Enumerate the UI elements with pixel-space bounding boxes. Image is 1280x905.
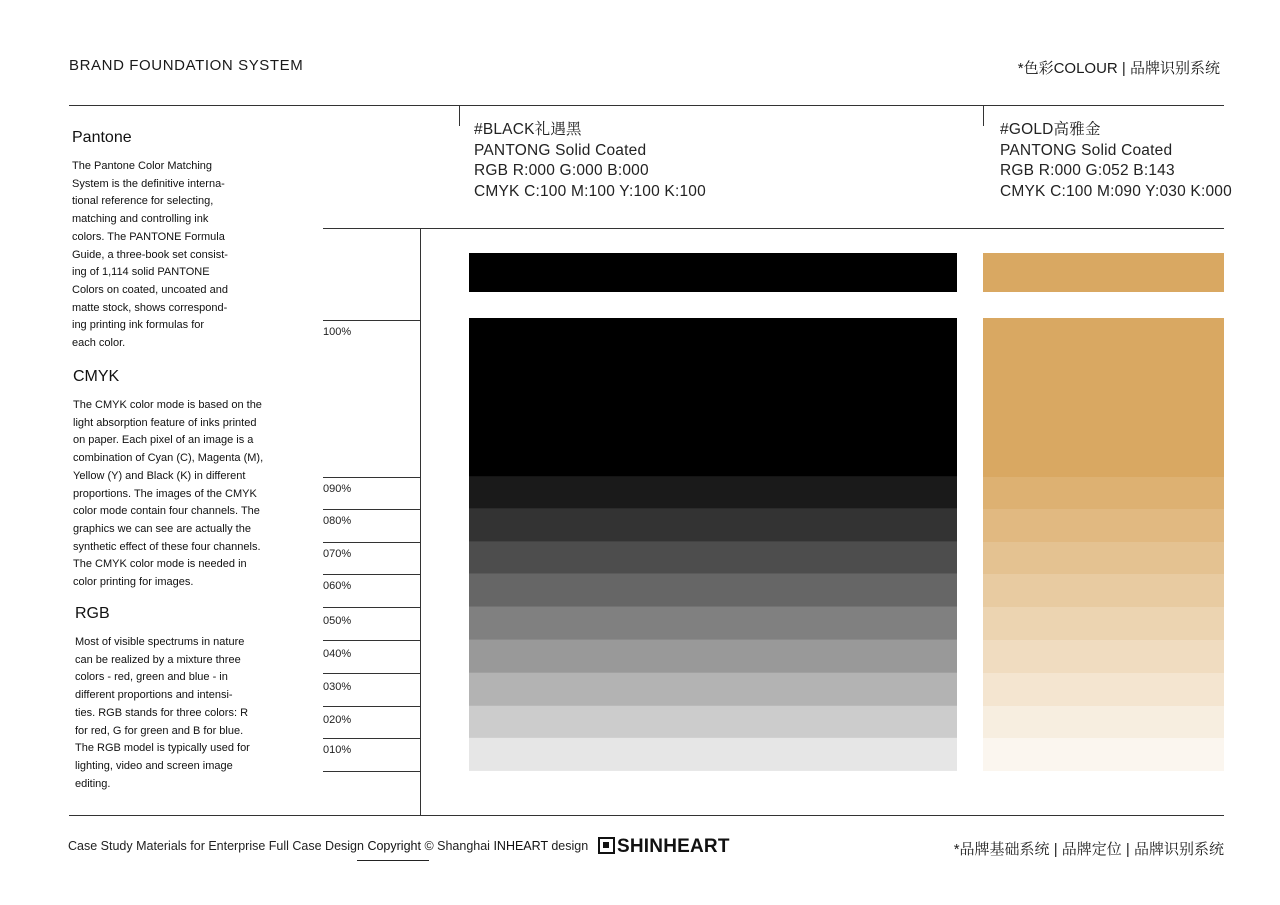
gold-swatch-cmyk: CMYK C:100 M:090 Y:030 K:000 xyxy=(1000,182,1232,200)
rgb-text xyxy=(75,634,275,793)
gold-swatch-name: #GOLD高雅金 xyxy=(1000,121,1101,138)
tint-row-line xyxy=(323,477,420,478)
black-tint-bar xyxy=(469,477,957,509)
tint-row-line xyxy=(323,640,420,641)
tint-label: 020% xyxy=(323,714,352,726)
pantone-line: each color. xyxy=(72,337,126,350)
tint-label: 050% xyxy=(323,615,352,627)
cmyk-line: color mode contain four channels. The xyxy=(73,505,260,518)
footer-credit xyxy=(68,839,588,853)
black-tint-bar xyxy=(469,640,957,673)
pantone-text xyxy=(72,158,272,353)
tint-label: 060% xyxy=(323,580,352,592)
cmyk-text xyxy=(73,397,283,592)
cmyk-line: light absorption feature of inks printed xyxy=(73,416,257,429)
cmyk-line: The CMYK color mode is based on the xyxy=(73,399,262,411)
gold-tint-bar xyxy=(983,640,1224,673)
pantone-heading: Pantone xyxy=(72,129,132,146)
gold-tint-bar xyxy=(983,509,1224,542)
black-tint-bar xyxy=(469,673,957,706)
tint-label: 040% xyxy=(323,648,352,660)
gold-tint-bar xyxy=(983,477,1224,509)
footer-underline xyxy=(357,860,429,861)
gold-info-divider xyxy=(983,105,984,126)
black-tint-bar xyxy=(469,318,957,477)
cmyk-line: color printing for images. xyxy=(73,576,194,589)
cmyk-line: combination of Cyan (C), Magenta (M), xyxy=(73,452,264,465)
pantone-line: tional reference for selecting, xyxy=(72,195,214,208)
cmyk-line: The CMYK color mode is needed in xyxy=(73,558,247,571)
tint-row-line xyxy=(323,509,420,510)
black-solid-bar xyxy=(469,253,957,292)
black-swatch-cmyk: CMYK C:100 M:100 Y:100 K:100 xyxy=(474,182,706,200)
black-swatch-rgb: RGB R:000 G:000 B:000 xyxy=(474,162,649,179)
cmyk-line: Yellow (Y) and Black (K) in different xyxy=(73,469,246,482)
rgb-line: The RGB model is typically used for xyxy=(75,742,250,755)
header-divider xyxy=(69,105,1224,106)
footer-company-suffix: design xyxy=(551,839,589,853)
logo-mark-icon xyxy=(598,837,615,854)
gold-tint-bar xyxy=(983,542,1224,574)
footer-company: INHEART xyxy=(493,839,548,853)
gold-swatch-pantone: PANTONG Solid Coated xyxy=(1000,141,1173,159)
gold-tint-bar xyxy=(983,738,1224,771)
footer-credit-text: Case Study Materials for Enterprise Full Case Design xyxy=(68,839,364,853)
cmyk-line: on paper. Each pixel of an image is a xyxy=(73,434,254,447)
tint-row-line xyxy=(323,738,420,739)
tint-row-line xyxy=(323,771,420,772)
logo-text: SHINHEART xyxy=(617,836,730,857)
pantone-line: System is the definitive interna- xyxy=(72,177,225,190)
gold-solid-bar xyxy=(983,253,1224,292)
tint-label: 010% xyxy=(323,744,352,756)
tint-label: 090% xyxy=(323,483,352,495)
cmyk-line: proportions. The images of the CMYK xyxy=(73,487,257,500)
section-tag: *色彩COLOUR | 品牌识别系统 xyxy=(1017,60,1220,77)
page-title: BRAND FOUNDATION SYSTEM xyxy=(69,57,304,74)
gold-tint-bar xyxy=(983,607,1224,640)
pantone-line: Guide, a three-book set consist- xyxy=(72,248,228,261)
pantone-line: ing printing ink formulas for xyxy=(72,319,205,332)
tint-row-line xyxy=(323,673,420,674)
black-tint-bar xyxy=(469,574,957,607)
rgb-line: colors - red, green and blue - in xyxy=(75,671,228,684)
info-divider xyxy=(323,228,1224,229)
cmyk-heading: CMYK xyxy=(73,368,120,385)
tint-label: 030% xyxy=(323,681,352,693)
footer-copyright-word: Copyright xyxy=(367,839,421,853)
gold-tint-bar xyxy=(983,318,1224,477)
pantone-line: ing of 1,114 solid PANTONE xyxy=(72,266,210,279)
gold-tint-bar xyxy=(983,574,1224,607)
tint-row-line xyxy=(323,574,420,575)
gold-tint-bar xyxy=(983,673,1224,706)
pantone-line: The Pantone Color Matching xyxy=(72,160,213,172)
footer-divider xyxy=(69,815,1224,816)
pantone-line: matte stock, shows correspond- xyxy=(72,301,228,314)
black-swatch-info xyxy=(474,120,706,202)
rgb-heading: RGB xyxy=(75,605,110,622)
tint-label: 100% xyxy=(323,326,352,338)
cmyk-line: graphics we can see are actually the xyxy=(73,522,251,535)
black-tint-bar xyxy=(469,738,957,771)
black-tint-bar xyxy=(469,706,957,738)
footer-nav-tag: *品牌基础系统 | 品牌定位 | 品牌识别系统 xyxy=(953,841,1224,858)
rgb-line: Most of visible spectrums in nature xyxy=(75,636,245,648)
rgb-line: different proportions and intensi- xyxy=(75,689,233,702)
footer-copyright-rest: © Shanghai xyxy=(424,839,490,853)
rgb-line: editing. xyxy=(75,777,111,790)
tint-column-divider xyxy=(420,228,421,815)
gold-swatch-info xyxy=(1000,120,1232,202)
black-swatch-name: #BLACK礼遇黑 xyxy=(474,121,582,138)
tint-row-line xyxy=(323,542,420,543)
cmyk-line: synthetic effect of these four channels. xyxy=(73,540,261,553)
black-swatch-pantone: PANTONG Solid Coated xyxy=(474,141,647,159)
black-tint-bar xyxy=(469,542,957,574)
pantone-line: Colors on coated, uncoated and xyxy=(72,283,228,296)
gold-tint-bar xyxy=(983,706,1224,738)
rgb-line: for red, G for green and B for blue. xyxy=(75,724,244,737)
rgb-line: ties. RGB stands for three colors: R xyxy=(75,706,249,719)
pantone-line: matching and controlling ink xyxy=(72,213,209,226)
tint-row-line xyxy=(323,320,420,321)
rgb-line: lighting, video and screen image xyxy=(75,759,233,772)
tint-row-line xyxy=(323,706,420,707)
tint-row-line xyxy=(323,607,420,608)
pantone-line: colors. The PANTONE Formula xyxy=(72,230,225,243)
tint-label: 070% xyxy=(323,548,352,560)
black-tint-bar xyxy=(469,607,957,640)
brand-logo xyxy=(598,836,730,858)
tint-label: 080% xyxy=(323,515,352,527)
black-info-divider xyxy=(459,105,460,126)
black-tint-bar xyxy=(469,509,957,542)
gold-swatch-rgb: RGB R:000 G:052 B:143 xyxy=(1000,162,1175,179)
rgb-line: can be realized by a mixture three xyxy=(75,653,241,666)
